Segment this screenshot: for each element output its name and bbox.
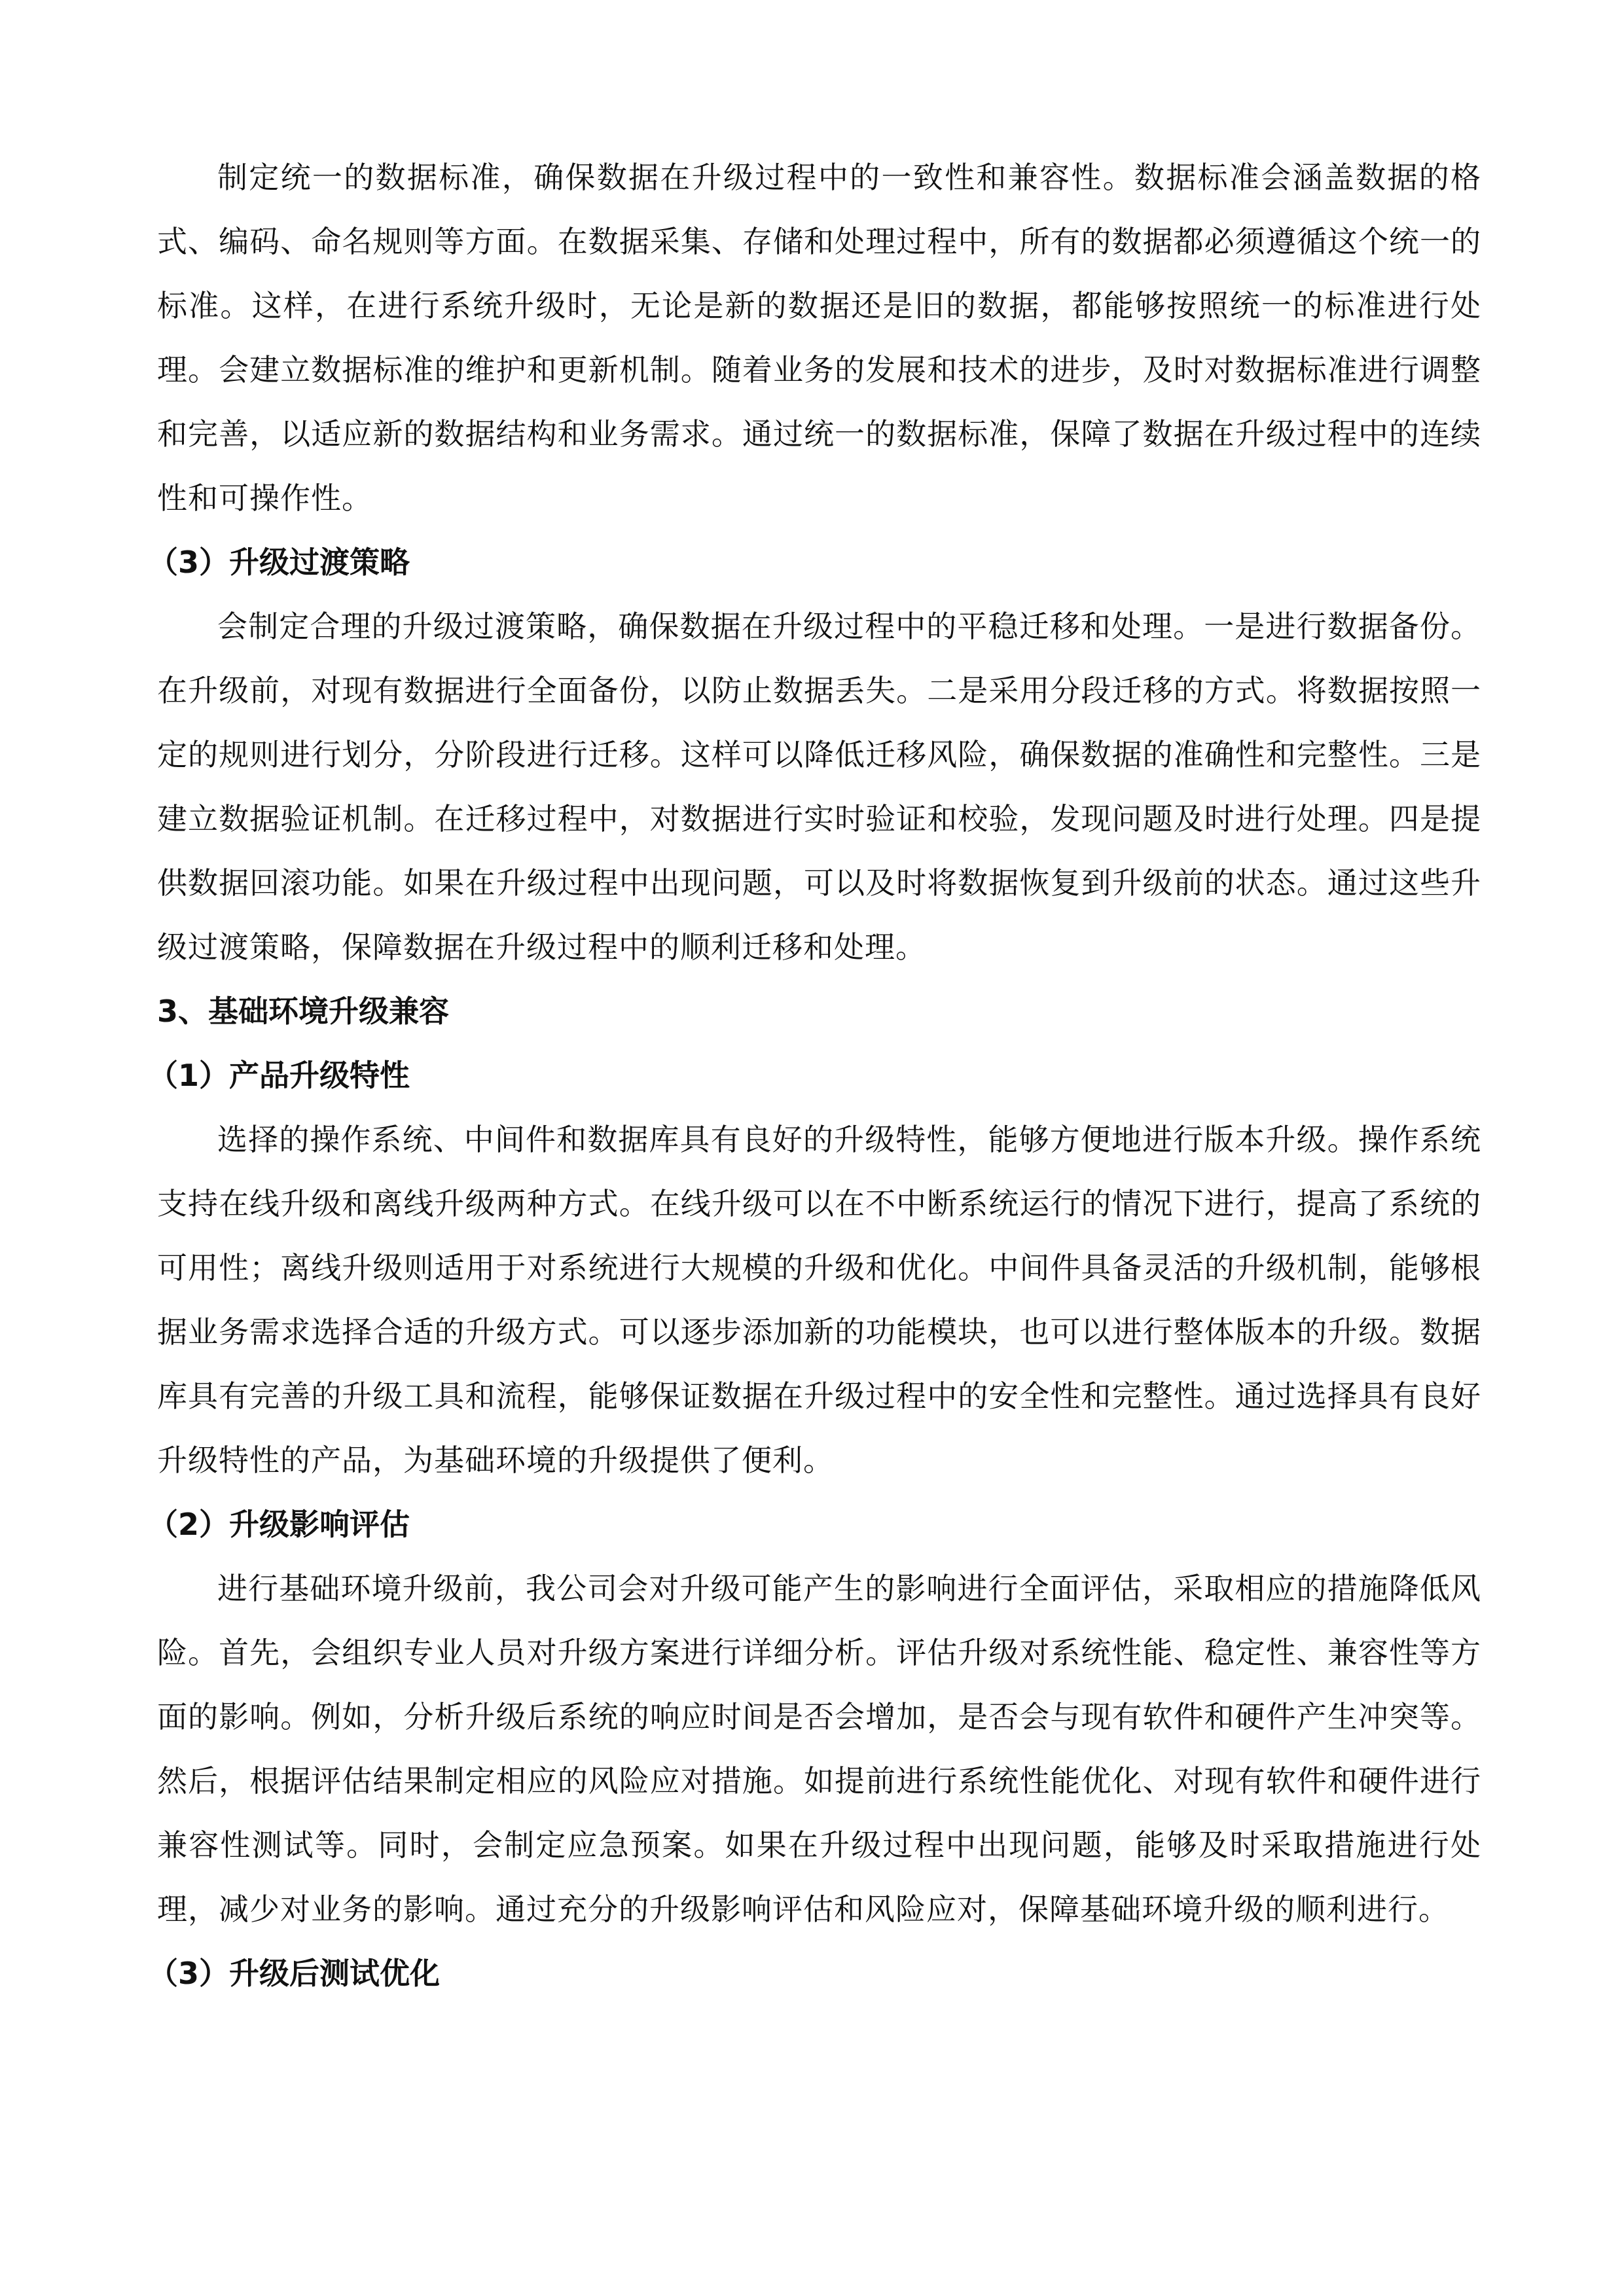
subheading-upgrade-transition: （3）升级过渡策略 bbox=[148, 545, 410, 580]
paragraph-impact-assessment: 进行基础环境升级前，我公司会对升级可能产生的影响进行全面评估，采取相应的措施降低风险。首先，会组织专业人员对升级方案进行详细分析。评估升级对系统性能、稳定性、兼容性等方面的影响。例如，分析升级后系统的响应时间是否会增加，是否会与现有软件和硬件产生冲突等。然后，根据评估结果制定相应的风险应对措施。如提前进行系统性能优化、对现有软件和硬件进行兼容性测试等。同时，会制定应急预案。如果在升级过程中出现问题，能够及时采取措施进行处理，减少对业务的影响。通过充分的升级影响评估和风险应对，保障基础环境升级的顺利进行。 bbox=[157, 1571, 1481, 1927]
paragraph-product-upgrade: 选择的操作系统、中间件和数据库具有良好的升级特性，能够方便地进行版本升级。操作系统支持在线升级和离线升级两种方式。在线升级可以在不中断系统运行的情况下进行，提高了系统的可用性；离线升级则适用于对系统进行大规模的升级和优化。中间件具备灵活的升级机制，能够根据业务需求选择合适的升级方式。可以逐步添加新的功能模块，也可以进行整体版本的升级。数据库具有完善的升级工具和流程，能够保证数据在升级过程中的安全性和完整性。通过选择具有良好升级特性的产品，为基础环境的升级提供了便利。 bbox=[157, 1122, 1481, 1478]
subheading-impact-assessment: （2）升级影响评估 bbox=[148, 1507, 410, 1542]
subheading-post-upgrade-testing: （3）升级后测试优化 bbox=[148, 1956, 441, 1991]
paragraph-data-standard: 制定统一的数据标准，确保数据在升级过程中的一致性和兼容性。数据标准会涵盖数据的格式、编码、命名规则等方面。在数据采集、存储和处理过程中，所有的数据都必须遵循这个统一的标准。这样，在进行系统升级时，无论是新的数据还是旧的数据，都能够按照统一的标准进行处理。会建立数据标准的维护和更新机制。随着业务的发展和技术的进步，及时对数据标准进行调整和完善，以适应新的数据结构和业务需求。通过统一的数据标准，保障了数据在升级过程中的连续性和可操作性。 bbox=[157, 160, 1481, 516]
paragraph-transition-strategy: 会制定合理的升级过渡策略，确保数据在升级过程中的平稳迁移和处理。一是进行数据备份。在升级前，对现有数据进行全面备份，以防止数据丢失。二是采用分段迁移的方式。将数据按照一定的规则进行划分，分阶段进行迁移。这样可以降低迁移风险，确保数据的准确性和完整性。三是建立数据验证机制。在迁移过程中，对数据进行实时验证和校验，发现问题及时进行处理。四是提供数据回滚功能。如果在升级过程中出现问题，可以及时将数据恢复到升级前的状态。通过这些升级过渡策略，保障数据在升级过程中的顺利迁移和处理。 bbox=[157, 609, 1481, 965]
subheading-product-upgrade: （1）产品升级特性 bbox=[148, 1058, 410, 1093]
heading-base-environment: 3、基础环境升级兼容 bbox=[157, 994, 450, 1029]
